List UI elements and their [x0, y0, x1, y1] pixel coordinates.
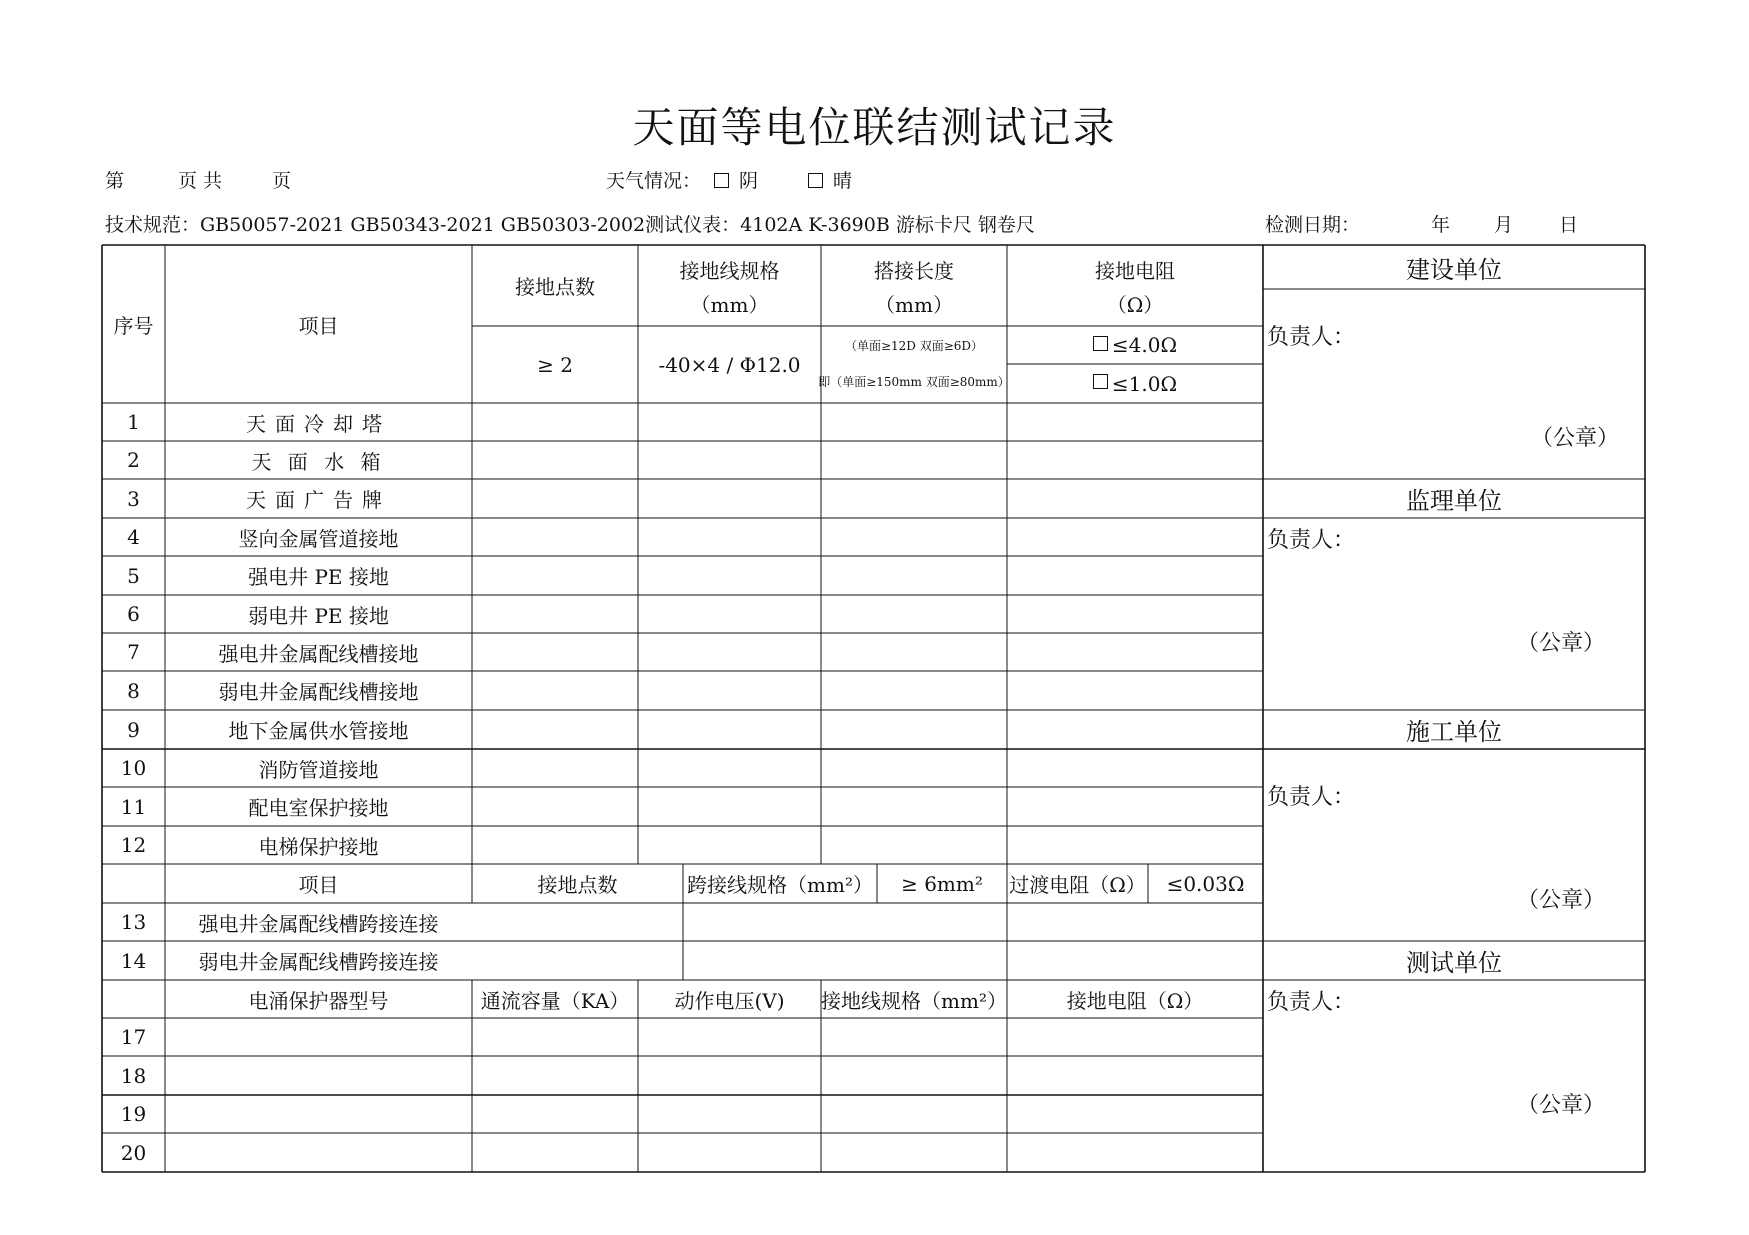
table-row-item: 天面冷却塔	[246, 411, 391, 436]
date-year: 年	[1431, 214, 1451, 236]
page-number-prefix: 第	[105, 170, 125, 192]
table-row-item: 电梯保护接地	[258, 834, 379, 859]
weather-sunny-label: 晴	[833, 170, 853, 192]
table-row-item: 配电室保护接地	[248, 796, 389, 820]
table-row-item: 天 面 水 箱	[251, 449, 386, 474]
bridge-header-transition-req: ≤0.03Ω	[1166, 871, 1245, 896]
header-lap-length-unit: （mm）	[875, 292, 953, 317]
req-resistance-2[interactable]	[1007, 364, 1263, 403]
unit-construction-title: 建设单位	[1406, 255, 1502, 284]
req-lap-length-1: （单面≥12D 双面≥6D）	[844, 338, 984, 353]
header-resistance-unit: （Ω）	[1106, 292, 1164, 317]
table-row-seq: 9	[127, 717, 140, 742]
bridge-header-ground-points: 接地点数	[537, 873, 618, 897]
header-ground-points: 接地点数	[515, 275, 595, 299]
req-resistance-2-label: ≤1.0Ω	[1111, 371, 1178, 396]
table-row-seq: 19	[120, 1102, 147, 1126]
checkbox-icon[interactable]	[1093, 336, 1108, 351]
page-title: 天面等电位联结测试记录	[632, 103, 1117, 152]
unit-contractor-title: 施工单位	[1406, 718, 1502, 746]
spd-header-resistance: 接地电阻（Ω）	[1066, 988, 1204, 1013]
unit-construction-person-label: 负责人：	[1267, 325, 1356, 350]
date-month: 月	[1494, 214, 1514, 236]
req-lap-length-2: 即（单面≥150mm 双面≥80mm）	[818, 374, 1010, 389]
spd-header-model: 电涌保护器型号	[248, 988, 389, 1013]
req-resistance-1[interactable]	[1007, 326, 1263, 364]
table-row-seq: 17	[120, 1025, 147, 1049]
table-row-seq: 8	[127, 678, 140, 703]
table-row-item: 强电井金属配线槽跨接连接	[198, 911, 439, 936]
table-row-seq: 6	[127, 602, 140, 626]
table-row-seq: 13	[120, 910, 147, 934]
table-row-item: 强电井 PE 接地	[248, 565, 389, 589]
bridge-header-item: 项目	[298, 873, 339, 897]
page-number-of: 页 共	[178, 170, 223, 192]
table-row-item: 天面广告牌	[246, 488, 391, 512]
spd-header-wire-spec: 接地线规格（mm²）	[821, 988, 1007, 1013]
header-seq: 序号	[113, 313, 154, 338]
table-row-item: 消防管道接地	[258, 757, 379, 782]
unit-testing-title: 测试单位	[1406, 949, 1502, 977]
unit-contractor-person-label: 负责人：	[1267, 785, 1356, 810]
table-row-seq: 5	[127, 563, 140, 588]
table-row-seq: 10	[120, 756, 147, 780]
spd-header-capacity: 通流容量（KA）	[480, 988, 630, 1013]
weather-overcast-label: 阴	[739, 170, 759, 192]
table-row-item: 竖向金属管道接地	[238, 526, 399, 551]
unit-supervision-title: 监理单位	[1406, 487, 1502, 515]
table-row-seq: 3	[127, 486, 140, 511]
table-row-item: 弱电井 PE 接地	[248, 603, 389, 628]
page-count-suffix: 页	[272, 170, 292, 192]
table-row-seq: 14	[120, 948, 147, 973]
table-row-seq: 12	[120, 833, 147, 857]
weather-label: 天气情况：	[606, 170, 702, 192]
standards-line: 技术规范：GB50057-2021 GB50343-2021 GB50303-2002测试仪表：4102A K-3690B 游标卡尺 钢卷尺	[105, 214, 1035, 236]
table-row-seq: 4	[127, 525, 140, 549]
table-row-seq: 18	[120, 1063, 147, 1088]
header-resistance: 接地电阻	[1095, 258, 1175, 283]
table-row-seq: 7	[127, 640, 140, 664]
spd-header-voltage: 动作电压(V)	[674, 988, 785, 1013]
table-row-seq: 20	[120, 1140, 147, 1165]
unit-contractor-seal: （公章）	[1517, 888, 1606, 913]
unit-testing-seal: （公章）	[1517, 1093, 1606, 1118]
table-row-seq: 11	[120, 794, 147, 819]
unit-testing-person-label: 负责人：	[1267, 990, 1356, 1015]
req-ground-points: ≥ 2	[537, 352, 573, 377]
unit-construction-seal: （公章）	[1531, 426, 1620, 451]
table-row-item: 强电井金属配线槽接地	[218, 641, 419, 666]
header-wire-spec: 接地线规格	[679, 258, 780, 283]
table-row-item: 弱电井金属配线槽跨接连接	[198, 950, 439, 974]
bridge-header-wire-spec: 跨接线规格（mm²）	[687, 873, 873, 897]
unit-supervision-seal: （公章）	[1517, 631, 1606, 656]
table-row-seq: 2	[127, 448, 140, 472]
bridge-header-wire-req: ≥ 6mm²	[901, 871, 983, 896]
checkbox-icon[interactable]	[1093, 374, 1108, 389]
header-lap-length: 搭接长度	[874, 258, 954, 283]
unit-supervision-person-label: 负责人：	[1267, 528, 1356, 553]
table-row-seq: 1	[127, 410, 140, 434]
req-wire-spec: -40×4 / Φ12.0	[658, 352, 801, 377]
bridge-header-transition-res: 过渡电阻（Ω）	[1009, 873, 1146, 897]
table-row-item: 地下金属供水管接地	[228, 719, 409, 743]
table-row-item: 弱电井金属配线槽接地	[218, 680, 419, 704]
header-wire-spec-unit: （mm）	[690, 292, 769, 317]
header-item: 项目	[298, 313, 339, 338]
req-resistance-1-label: ≤4.0Ω	[1111, 333, 1178, 357]
date-day: 日	[1559, 214, 1579, 236]
inspection-date-label: 检测日期：	[1265, 214, 1361, 236]
